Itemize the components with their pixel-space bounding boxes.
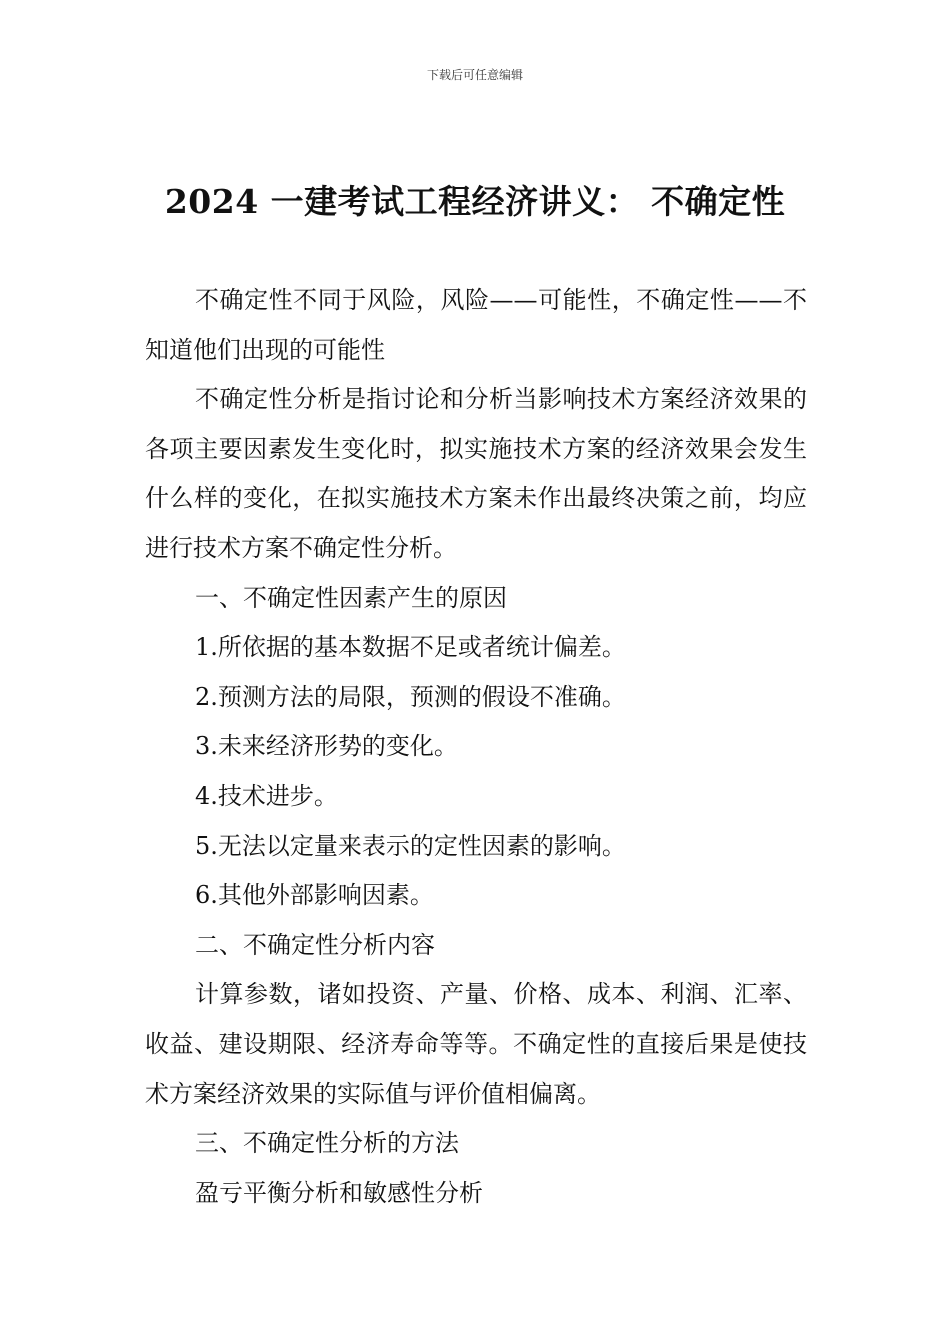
paragraph-analysis-content: 计算参数，诸如投资、产量、价格、成本、利润、汇率、收益、建设期限、经济寿命等等。不确定性的直接后果是使技术方案经济效果的实际值与评价值相偏离。 <box>145 980 807 1108</box>
page-header: 下载后可任意编辑 <box>426 68 523 82</box>
section-heading-causes: 一、不确定性因素产生的原因 <box>195 583 507 612</box>
list-item-cause-6: 6.其他外部影响因素。 <box>195 881 434 910</box>
paragraph-methods: 盈亏平衡分析和敏感性分析 <box>195 1178 483 1207</box>
document-title: 2024 一建考试工程经济讲义： 不确定性 <box>164 182 786 221</box>
section-heading-content: 二、不确定性分析内容 <box>195 930 435 959</box>
list-item-cause-4: 4.技术进步。 <box>195 781 338 810</box>
paragraph-uncertainty-vs-risk: 不确定性不同于风险，风险——可能性，不确定性——不知道他们出现的可能性 <box>145 286 807 364</box>
section-heading-methods: 三、不确定性分析的方法 <box>195 1129 459 1158</box>
paragraph-uncertainty-analysis-definition: 不确定性分析是指讨论和分析当影响技术方案经济效果的各项主要因素发生变化时，拟实施技术方案的经济效果会发生什么样的变化，在拟实施技术方案未作出最终决策之前，均应进行技术方案不确定性分析。 <box>145 385 807 562</box>
list-item-cause-5: 5.无法以定量来表示的定性因素的影响。 <box>195 831 626 860</box>
list-item-cause-1: 1.所依据的基本数据不足或者统计偏差。 <box>195 633 626 662</box>
document-body <box>145 276 807 1218</box>
list-item-cause-2: 2.预测方法的局限，预测的假设不准确。 <box>195 682 626 711</box>
list-item-cause-3: 3.未来经济形势的变化。 <box>195 732 458 761</box>
